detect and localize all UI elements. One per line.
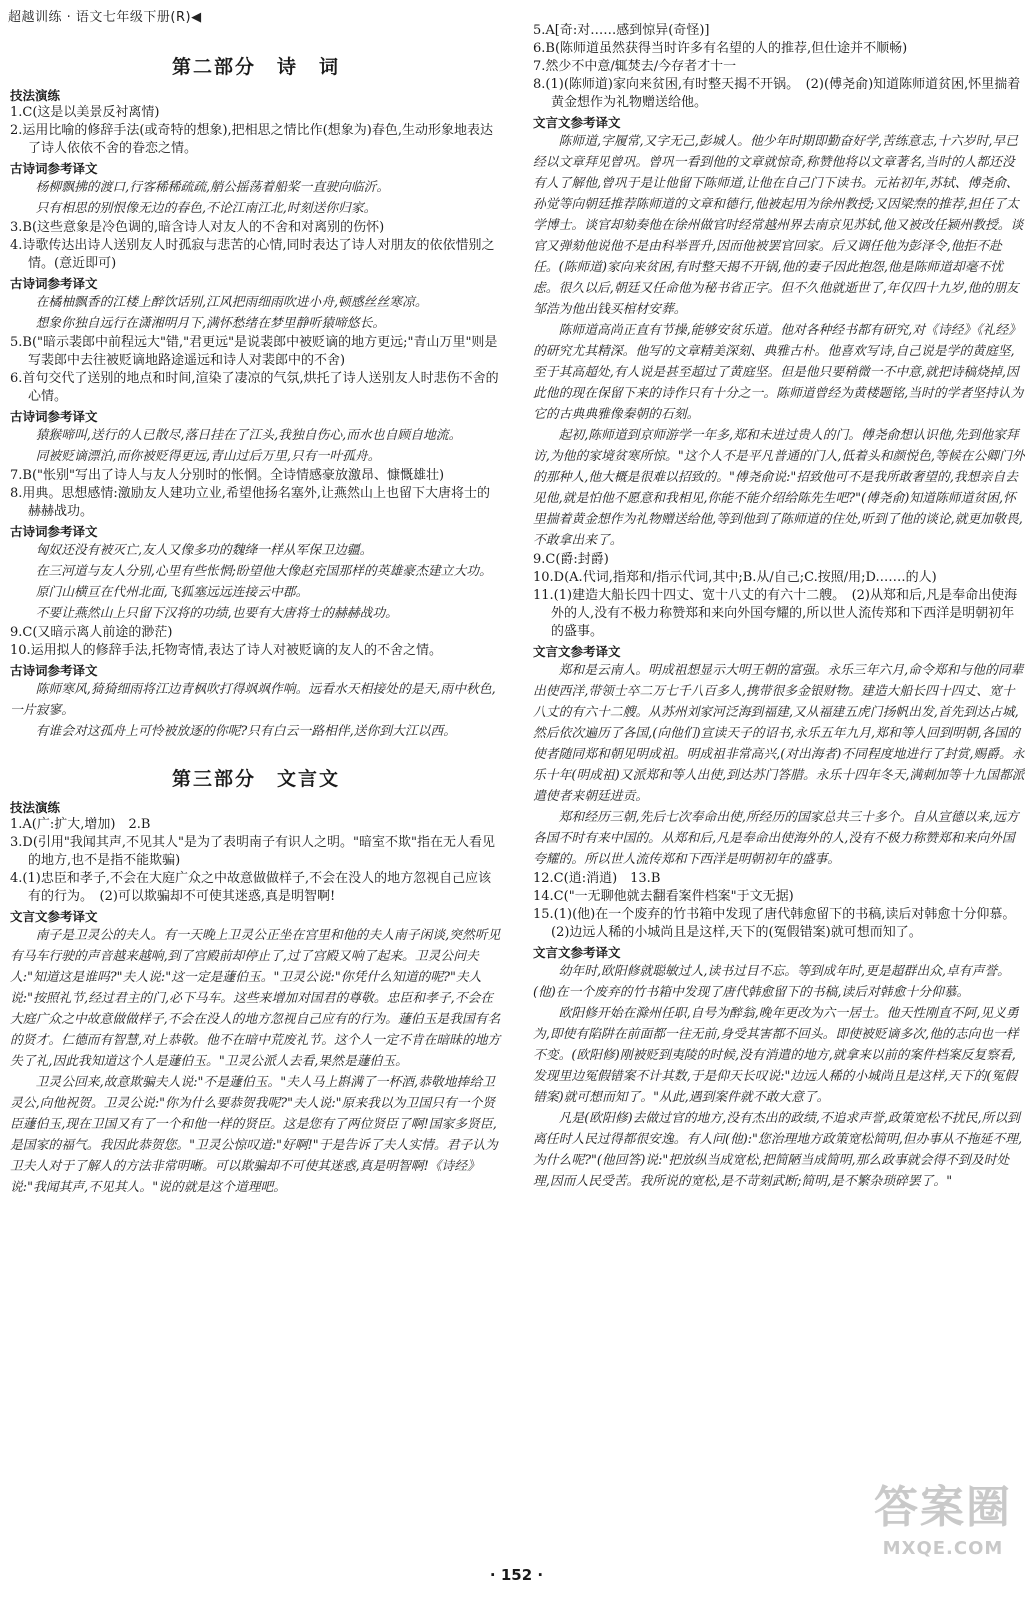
- answer-item: 6.首句交代了送别的地点和时间,渲染了凄凉的气氛,烘托了诗人送别友人时悲伤不舍的心情。: [10, 371, 499, 404]
- translation-block: [533, 961, 1025, 1192]
- answer-item: 5.B("暗示裴郎中前程远大"错,"君更远"是说裴郎中被贬谪的地方更远;"青山万里"则是写裴郎中去往被贬谪地路途遥远和诗人对裴郎中的不舍): [10, 335, 498, 368]
- answer-list: [10, 816, 502, 906]
- translation-paragraph: 郑和是云南人。明成祖想显示大明王朝的富强。永乐三年六月,命令郑和与他的同辈出使西洋,带领士卒二万七千八百多人,携带很多金银财物。建造大船长四十四丈、宽十八丈的有六十二艘。从苏州刘家河泛海到福建,又从福建五虎门扬帆出发,首先到达占城,然后依次遍历了各国,(向他们)宣读天子的诏书,永乐五年九月,郑和等人回到明朝,各国的使者随同郑和朝见明成祖。明成祖非常高兴,(对出海者)不同程度地进行了封赏,赐爵。永乐十年(明成祖)又派郑和等人出使,到达苏门答腊。永乐十四年冬天,满刺加等十九国都派遣使者来朝廷进贡。: [533, 663, 1025, 804]
- answer-item: 8.(1)(陈师道)家向来贫困,有时整天揭不开锅。 (2)(傅尧俞)知道陈师道贫困,怀里揣着黄金想作为礼物赠送给他。: [533, 77, 1021, 110]
- translation-paragraph: 起初,陈师道到京师游学一年多,郑和未进过贵人的门。傅尧俞想认识他,先到他家拜访,为他的家境贫寒所惊。"这个人不是平凡普通的门人,低着头和颜悦色,等候在公卿门外的那种人,他大概是很难以招致的。"傅尧俞说:"招致他可不是我所敢奢望的,我想亲自去见他,就是怕他不愿意和我相见,你能不能介绍给陈先生吧?"(傅尧俞)知道陈师道贫困,怀里揣着黄金想作为礼物赠送给他,等到他到了陈师道的住处,听到了他的谈论,就更加敬畏,不敢拿出来了。: [533, 428, 1025, 548]
- answer-list: [533, 551, 1025, 641]
- answer-item: 4.(1)忠臣和孝子,不会在大庭广众之中故意做做样子,不会在没人的地方忽视自己应该有的行为。 (2)可以欺骗却不可使其迷惑,真是明智啊!: [10, 871, 492, 904]
- translation-block: [10, 292, 502, 334]
- answer-list: [10, 624, 502, 660]
- translation-block: [10, 177, 502, 219]
- translation-paragraph: 猿猴啼叫,送行的人已散尽,落日挂在了江头,我独自伤心,而水也自顾自地流。: [35, 428, 462, 443]
- translation-paragraph: 只有相思的别恨像无边的春色,不论江南江北,时刻送你归家。: [35, 201, 377, 216]
- answer-item: 7.B("怅别"写出了诗人与友人分别时的怅惘。全诗情感豪放激昂、慷慨雄壮): [10, 468, 445, 483]
- answer-item: 1.C(这是以美景反衬离情): [10, 105, 160, 120]
- answer-item: 10.运用拟人的修辞手法,托物寄情,表达了诗人对被贬谪的友人的不舍之情。: [10, 643, 442, 658]
- translation-block: [533, 131, 1025, 551]
- answer-list: [10, 467, 502, 521]
- answer-item: 3.B(这些意象是冷色调的,暗含诗人对友人的不舍和对离别的伤怀): [10, 220, 385, 235]
- answer-item: 9.C(爵:封爵): [533, 552, 609, 567]
- heading-skills: 技法演练: [10, 88, 61, 103]
- heading-translation: 文言文参考译文: [533, 644, 621, 659]
- answer-item: 6.B(陈师道虽然获得当时许多有名望的人的推荐,但仕途并不顺畅): [533, 41, 908, 56]
- heading-translation: 古诗词参考译文: [10, 276, 98, 291]
- answer-item: 1.A(广:扩大,增加) 2.B: [10, 817, 151, 832]
- answer-list: [10, 219, 502, 273]
- answer-list: [533, 22, 1025, 112]
- translation-paragraph: 郑和经历三朝,先后七次奉命出使,所经历的国家总共三十多个。自从宣德以来,远方各国不时有来中国的。从郑和后,凡是奉命出使海外的人,没有不极力称赞郑和来向外国夸耀的。所以世人流传郑和下西洋是明朝初年的盛事。: [533, 810, 1019, 867]
- answer-item: 3.D(引用"我闻其声,不见其人"是为了表明南子有识人之明。"暗室不欺"指在无人看见的地方,也不是指不能欺骗): [10, 835, 495, 868]
- page-number: · 152 ·: [489, 1566, 544, 1584]
- heading-translation: 古诗词参考译文: [10, 524, 98, 539]
- heading-translation: 古诗词参考译文: [10, 409, 98, 424]
- answer-item: 2.运用比喻的修辞手法(或奇特的想象),把相思之情比作(想象为)春色,生动形象地表达了诗人依依不舍的眷恋之情。: [10, 123, 493, 156]
- translation-paragraph: 杨柳飘拂的渡口,行客稀稀疏疏,艄公摇荡着船桨一直驶向临沂。: [35, 180, 390, 195]
- translation-paragraph: 原门山横亘在代州北面,飞狐塞远远连接云中郡。: [35, 585, 309, 600]
- answer-list: [533, 870, 1025, 942]
- heading-translation: 古诗词参考译文: [10, 663, 98, 678]
- answer-item: 5.A[奇:对……感到惊异(奇怪)]: [533, 23, 710, 38]
- translation-paragraph: 在橘柚飘香的江楼上醉饮话别,江风把雨细雨吹进小舟,顿感丝丝寒凉。: [35, 295, 428, 310]
- translation-paragraph: 欧阳修开始在滁州任职,自号为醉翁,晚年更改为六一居士。他天性刚直不阿,见义勇为,即使有陷阱在前面都一往无前,身受其害都不回头。即使被贬谪多次,他的志向也一样不变。(欧阳修)刚被贬到夷陵的时候,没有消遣的地方,就拿来以前的案件档案反复察看,发现里边冤假错案不计其数,于是仰天长叹说:"边远人稀的小城尚且是这样,天下的(冤假错案)就可想而知了。"从此,遇到案件就不敢大意了。: [533, 1006, 1019, 1105]
- translation-paragraph: 南子是卫灵公的夫人。有一天晚上卫灵公正坐在宫里和他的夫人南子闲谈,突然听见有马车行驶的声音越来越响,到了宫殿前却停止了,过了宫殿又响了起来。卫灵公问夫人:"知道这是谁吗?"夫人说:"这一定是蘧伯玉。"卫灵公说:"你凭什么知道的呢?"夫人说:"按照礼节,经过君主的门,必下马车。这些来增加对国君的尊敬。忠臣和孝子,不会在大庭广众之中故意做做样子,不会在没人的地方忽视自己应有的行为。蘧伯玉是我国有名的贤才。仁德而有智慧,对上恭敬。他不在暗中荒废礼节。这个人一定不肯在暗昧的地方失了礼,因此我知道这个人是蘧伯玉。"卫灵公派人去看,果然是蘧伯玉。: [10, 928, 501, 1069]
- translation-paragraph: 幼年时,欧阳修就聪敏过人,读书过目不忘。等到成年时,更是超群出众,卓有声誉。(他)在一个废弃的竹书箱中发现了唐代韩愈留下的书稿,读后对韩愈十分仰慕。: [533, 964, 1010, 1000]
- answer-item: 15.(1)(他)在一个废弃的竹书箱中发现了唐代韩愈留下的书稿,读后对韩愈十分仰慕。 (2)边远人稀的小城尚且是这样,天下的(冤假错案)就可想而知了。: [533, 907, 1022, 940]
- section-title-classical: 第三部分 文言文: [171, 768, 340, 790]
- translation-block: [10, 425, 502, 467]
- translation-block: [10, 540, 502, 624]
- right-column: [533, 22, 1025, 1560]
- section-title-poetry: 第二部分 诗 词: [171, 56, 340, 78]
- watermark-main: 答案圈: [874, 1482, 1012, 1533]
- translation-paragraph: 同被贬谪漂泊,而你被贬得更远,青山过后万里,只有一叶孤舟。: [35, 449, 381, 464]
- answer-item: 12.C(逍:消逍) 13.B: [533, 871, 661, 886]
- running-header: 超越训练 · 语文七年级下册(R)◀: [8, 10, 202, 25]
- answer-item: 11.(1)建造大船长四十四丈、宽十八丈的有六十二艘。 (2)从郑和后,凡是奉命出使海外的人,没有不极力称赞郑和来向外国夸耀的,所以世人流传郑和下西洋是明朝初年的盛事。: [533, 588, 1018, 639]
- translation-paragraph: 有谁会对这孤舟上可怜被放逐的你呢?只有白云一路相伴,送你到大江以西。: [35, 724, 457, 739]
- translation-paragraph: 卫灵公回来,故意欺骗夫人说:"不是蘧伯玉。"夫人马上斟满了一杯酒,恭敬地捧给卫灵公,向他祝贺。卫灵公说:"你为什么要恭贺我呢?"夫人说:"原来我以为卫国只有一个贤臣蘧伯玉,现在卫国又有了一个和他一样的贤臣。这是您有了两位贤臣了啊!国家多贤臣,是国家的福气。我因此恭贺您。"卫灵公惊叹道:"好啊!"于是告诉了夫人实情。君子认为卫夫人对于了解人的方法非常明晰。可以欺骗却不可使其迷惑,真是明智啊!《诗经》说:"我闻其声,不见其人。"说的就是这个道理吧。: [10, 1075, 498, 1195]
- translation-paragraph: 陈师道,字履常,又字无己,彭城人。他少年时期即勤奋好学,苦练意志,十六岁时,早已经以文章拜见曾巩。曾巩一看到他的文章就惊奇,称赞他将以文章著名,当时的人都还没有人了解他,曾巩于是让他留下陈师道,让他在自己门下读书。元祐初年,苏轼、傅尧俞、孙觉等向朝廷推荐陈师道的文章和德行,他被起用为徐州教授;又因梁焘的推荐,担任了太学博士。谈官却劾奏他在徐州做官时经常越州界去南京见苏轼,他又被改任颍州教授。谈官又弹劾他说他不是由科举晋升,因而他被罢官回家。后又调任他为彭泽令,他拒不赴任。(陈师道)家向来贫困,有时整天揭不开锅,他的妻子因此抱怨,他是陈师道却毫不忧虑。很久以后,朝廷又任命他为秘书省正字。但不久他就逝世了,年仅四十九岁,他的朋友邹浩为他出钱买棺材安葬。: [533, 134, 1024, 317]
- answer-item: 9.C(又暗示离人前途的渺茫): [10, 625, 173, 640]
- heading-translation: 文言文参考译文: [533, 945, 621, 960]
- heading-skills: 技法演练: [10, 800, 61, 815]
- answer-list: [10, 104, 502, 158]
- translation-paragraph: 想象你独自远行在潇湘明月下,满怀愁绪在梦里静听猿啼悠长。: [35, 316, 386, 331]
- answer-item: 14.C("一无聊他就去翻看案件档案"于文无据): [533, 889, 794, 904]
- answer-item: 7.然少不中意/辄焚去/今存者才十一: [533, 59, 737, 74]
- left-column: [10, 22, 502, 1560]
- heading-translation: 文言文参考译文: [10, 909, 98, 924]
- heading-translation: 古诗词参考译文: [10, 161, 98, 176]
- translation-paragraph: 凡是(欧阳修)去做过官的地方,没有杰出的政绩,不追求声誉,政策宽松不扰民,所以到离任时人民过得都很安逸。有人问(他):"您治理地方政策宽松简明,但办事从不拖延不理,为什么呢?"(他回答)说:"把放纵当成宽松,把简陋当成简明,那么政事就会得不到及时处理,因而人民受苦。我所说的宽松,是不苛刻武断;简明,是不繁杂琐碎罢了。": [533, 1111, 1023, 1189]
- watermark-sub: MXQE.COM: [882, 1538, 1004, 1559]
- translation-paragraph: 在三河道与友人分别,心里有些怅惘;盼望他大像赵充国那样的英雄豪杰建立大功。: [35, 564, 492, 579]
- answer-item: 10.D(A.代词,指郑和/指示代词,其中;B.从/自己;C.按照/用;D.……的人): [533, 570, 937, 585]
- translation-paragraph: 陈师寒风,猗猗细雨将江边青枫吹打得飒飒作响。远看水天相接处的是天,雨中秋色,一片寂寥。: [10, 682, 496, 718]
- answer-item: 8.用典。思想感情:激励友人建功立业,希望他扬名塞外,让燕然山上也留下大唐将士的赫赫战功。: [10, 486, 491, 519]
- translation-block: [10, 925, 502, 1198]
- answer-list: [10, 334, 502, 406]
- translation-block: [10, 679, 502, 742]
- translation-paragraph: 匈奴还没有被灭亡,友人又像多功的魏绛一样从军保卫边疆。: [35, 543, 373, 558]
- translation-block: [533, 660, 1025, 870]
- translation-paragraph: 不要让燕然山上只留下汉将的功绩,也要有大唐将士的赫赫战功。: [35, 606, 398, 621]
- translation-paragraph: 陈师道高尚正直有节操,能够安贫乐道。他对各种经书都有研究,对《诗经》《礼经》的研究尤其精深。他写的文章精美深刻、典雅古朴。他喜欢写诗,自己说是学的黄庭坚,至于其高超处,有人说是甚至超过了黄庭坚。但是他只要稍微一不中意,就把诗稿烧掉,因此他的现在保留下来的诗作只有十分之一。陈师道曾经为黄楼题铭,当时的学者坚持认为它的古典典雅像秦朝的石刻。: [533, 323, 1024, 422]
- heading-translation: 文言文参考译文: [533, 115, 621, 130]
- answer-item: 4.诗歌传达出诗人送别友人时孤寂与悲苦的心情,同时表达了诗人对朋友的依依惜别之情。(意近即可): [10, 238, 495, 271]
